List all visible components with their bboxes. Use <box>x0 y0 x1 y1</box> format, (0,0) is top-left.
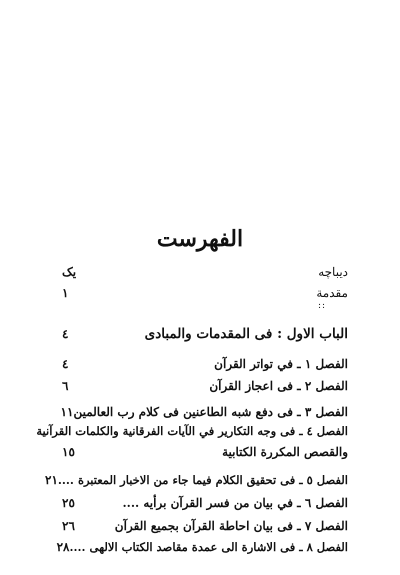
toc-entry-page: ۱۱ <box>60 405 74 419</box>
toc-entry-section-5 <box>45 470 348 490</box>
toc-entry-section-4-cont <box>62 442 348 462</box>
toc-entry-section-3 <box>62 402 348 422</box>
toc-entry-page: یک <box>62 265 77 279</box>
toc-entry-text: الفصل ۱ ـ في تواتر القرآن <box>214 357 348 371</box>
toc-entry-page: ۱ <box>62 286 69 300</box>
toc-entry-text: الفصل ٤ ـ فى وجه التكارير في الآيات الفرقانية والكلمات القرآنية <box>36 424 348 438</box>
toc-entry-page: ۲٥ <box>62 496 75 510</box>
toc-entry-text: الفصل ۳ ـ فى دفع شبه الطاعنين فى كلام رب العالمين <box>73 405 348 419</box>
toc-entry-page: ٤ <box>62 327 69 341</box>
toc-entry-text: الفصل ۷ ـ فى بيان احاطة القرآن بجميع القرآن <box>114 519 348 533</box>
toc-entry-text: الفصل ۲ ـ فى اعجاز القرآن <box>209 379 348 393</box>
toc-entry-page: ٤ <box>62 357 69 371</box>
page-title: الفهرست <box>156 226 244 252</box>
toc-entry-section-6 <box>62 493 348 513</box>
toc-entry-section-4 <box>36 421 348 441</box>
toc-entry-section-2 <box>62 376 348 396</box>
toc-entry-page: ۲۱ <box>45 473 58 487</box>
toc-entry-preface <box>62 262 348 282</box>
toc-entry-page: ٦ <box>62 379 69 393</box>
toc-entry-chapter-1 <box>62 324 348 344</box>
toc-entry-text: الباب الاول : فى المقدمات والمبادى <box>144 326 348 342</box>
toc-entry-text: الفصل ٦ ـ في بيان من فسر القرآن برأيه .... <box>122 496 348 510</box>
decorative-dots: :: <box>318 301 327 311</box>
toc-entry-page: ۲٦ <box>62 519 75 533</box>
toc-entry-text: الفصل ۸ ـ فى الاشارة الى عمدة مقاصد الكتاب الالهى .... <box>69 540 348 554</box>
toc-entry-text: مقدمة <box>316 286 348 300</box>
toc-entry-section-8 <box>56 537 348 557</box>
toc-entry-introduction <box>62 283 348 303</box>
toc-entry-page: ۱٥ <box>62 445 75 459</box>
toc-entry-section-1 <box>62 354 348 374</box>
toc-entry-page: ۲۸ <box>56 540 70 554</box>
toc-entry-text: والقصص المكررة الكتابية <box>222 445 348 459</box>
toc-entry-text: دیباچه <box>318 265 348 279</box>
toc-entry-section-7 <box>62 516 348 536</box>
toc-entry-text: الفصل ٥ ـ فى تحقيق الكلام فيما جاء من الاخبار المعتبرة .... <box>57 473 348 487</box>
